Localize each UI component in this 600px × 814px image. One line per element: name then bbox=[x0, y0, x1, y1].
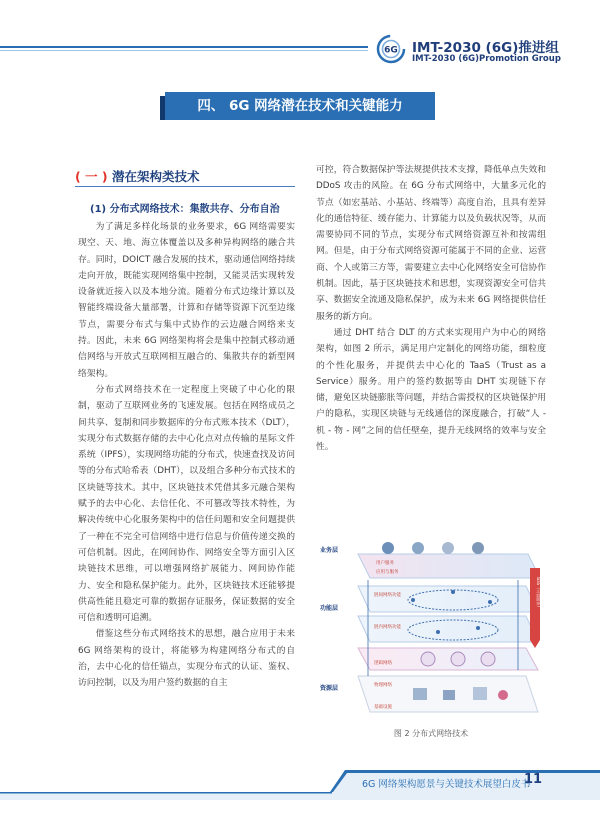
header-rule bbox=[0, 46, 368, 48]
logic-node bbox=[481, 652, 495, 666]
logic-network-plane bbox=[358, 648, 538, 670]
node bbox=[436, 630, 440, 634]
brand-title-cn: IMT-2030 (6G)推进组 bbox=[412, 40, 559, 56]
label-phys-net: 物理网络 bbox=[374, 683, 392, 688]
node bbox=[451, 590, 455, 594]
node bbox=[476, 626, 480, 630]
label-logic-net: 逻辑网络 bbox=[374, 661, 392, 666]
chapter-title: 四、 6G 网络潜在技术和关键能力 bbox=[197, 98, 403, 114]
chapter-banner bbox=[165, 92, 435, 120]
section-underline bbox=[75, 186, 295, 187]
user-photo bbox=[382, 542, 394, 554]
subsection-title: (1) 分布式网络技术：集散共存、分布自治 bbox=[90, 204, 280, 215]
imt2030-logo bbox=[376, 34, 406, 64]
paragraph: 借鉴这些分布式网络技术的思想，融合应用于未来 6G 网络架构的设计，将能够为构建网络分布式的自治，去中心化的信任锚点，实现分布式的认证、鉴权、访问控制，以及为用户签约数据的自主 bbox=[78, 629, 295, 689]
user-photo bbox=[442, 542, 454, 554]
label-app-service: 应用与服务 bbox=[376, 570, 399, 575]
paragraph: 可控，符合数据保护等法规提供技术支撑，降低单点失效和 DDoS 攻击的风险。在 6G 分布式网络中，大量多元化的节点（如宏基站、小基站、终端等）高度自治，且具有差异化的通信特征、缓存能力、计算能力以及负载状况等，从而需要协同不同的节点，实现分布式网络资源互补和按需组网。但是，由于分布式网络资源可能属于不同的企业、运营商、个人或第三方等，需要建立去中心化网络安全可信协作机制。因此，基于区块链技术和思想，实现资源安全可信共享、数据安全流通及隐私保护，成为未来 6G 网络提供信任服务的新方向。 bbox=[316, 165, 546, 322]
left-column bbox=[78, 219, 295, 692]
brand-title-en: IMT-2030 (6G)Promotion Group bbox=[412, 54, 561, 64]
device-icon bbox=[498, 690, 508, 700]
page-number: 11 bbox=[524, 772, 543, 787]
user-photo bbox=[472, 542, 484, 554]
header-rule-thin bbox=[0, 50, 368, 51]
label-taas: TaaS（可信服务） bbox=[536, 576, 541, 610]
device-icon bbox=[413, 688, 427, 700]
user-photo bbox=[412, 542, 424, 554]
paragraph: 通过 DHT 结合 DLT 的方式来实现用户为中心的网络架构，如图 2 所示，满足用户定制化的网络功能，细粒度的个性化服务，并提供去中心化的 TaaS（Trust as a Service）服务。用户的签约数据等由 DHT 实现链下存储，避免区块链膨胀等问题，并结合需授权的区块链保护用户的隐私，实现区块链与无线通信的深度融合，打破“人 - 机 - 物 - 网”之间的信任壁垒，提升无线网络的效率与安全性。 bbox=[316, 327, 546, 453]
label-infra: 基础设施 bbox=[374, 705, 392, 710]
layer-label-function: 功能层 bbox=[320, 605, 339, 612]
device-icon bbox=[473, 687, 487, 700]
section-title-text: 潜在架构类技术 bbox=[107, 169, 200, 184]
logic-node bbox=[451, 652, 465, 666]
figure-caption: 图 2 分布式网络技术 bbox=[393, 729, 469, 738]
device-icon bbox=[443, 690, 455, 700]
node bbox=[411, 598, 415, 602]
paragraph: 为了满足多样化场景的业务要求，6G 网络需要实现空、天、地、海立体覆盖以及多种异构网络的融合共存。同时，DOICT 融合发展的技术，驱动通信网络持续走向开放，既能实现网络集中控制，又能灵活实现转发设备就近接入以及本地分流。随着分布式边缘计算以及智能终端设备大量部署，计算和存储等资源下沉至边缘节点，需要分布式与集中式协作的云边融合网络来支持。因此，未来 6G 网络架构将会是集中控制式移动通信网络与开放式互联网相互融合的、集散共存的新型网络架构。 bbox=[78, 222, 295, 379]
label-user-service: 用户服务 bbox=[376, 561, 394, 566]
logo-text: 6G bbox=[384, 45, 398, 56]
layer-label-service: 业务层 bbox=[320, 547, 339, 554]
node bbox=[488, 600, 492, 604]
distributed-network-figure bbox=[318, 540, 544, 740]
logic-node bbox=[421, 652, 435, 666]
layer-label-resource: 资源层 bbox=[320, 685, 339, 692]
paragraph: 分布式网络技术在一定程度上突破了中心化的限制，驱动了互联网业务的飞速发展。包括在网络成员之间共享、复制和同步数据库的分布式账本技术（DLT），实现分布式数据存储的去中心化点对点传输的星际文件系统（IPFS），实现网络功能的分布式，快速查找及访问等的分布式哈希表（DHT），以及组合多种分布式技术的区块链等技术。其中，区块链技术凭借其多元融合架构赋予的去中心化、去信任化、不可篡改等技术特性，为解决传统中心化服务架构中的信任问题和安全问题提供了一种在不完全可信网络中进行信息与价值传递交换的可信机制。因此，在网间协作、网络安全等方面引入区块链技术思维，可以增强网络扩展能力、网间协作能力、安全和隐私保护能力。此外，区块链技术还能够提供高性能且稳定可靠的数据存证服务，保证数据的安全可信和透明可追溯。 bbox=[78, 384, 295, 624]
label-chain-func: 链内网络功能 bbox=[374, 625, 401, 630]
section-prefix: ( 一 ) bbox=[75, 169, 108, 184]
right-column bbox=[316, 162, 546, 455]
footer-title: 6G 网络架构愿景与关键技术展望白皮书 bbox=[362, 779, 531, 790]
label-net-func-chain: 链间网络功能 bbox=[374, 593, 401, 598]
section-title bbox=[75, 167, 200, 185]
